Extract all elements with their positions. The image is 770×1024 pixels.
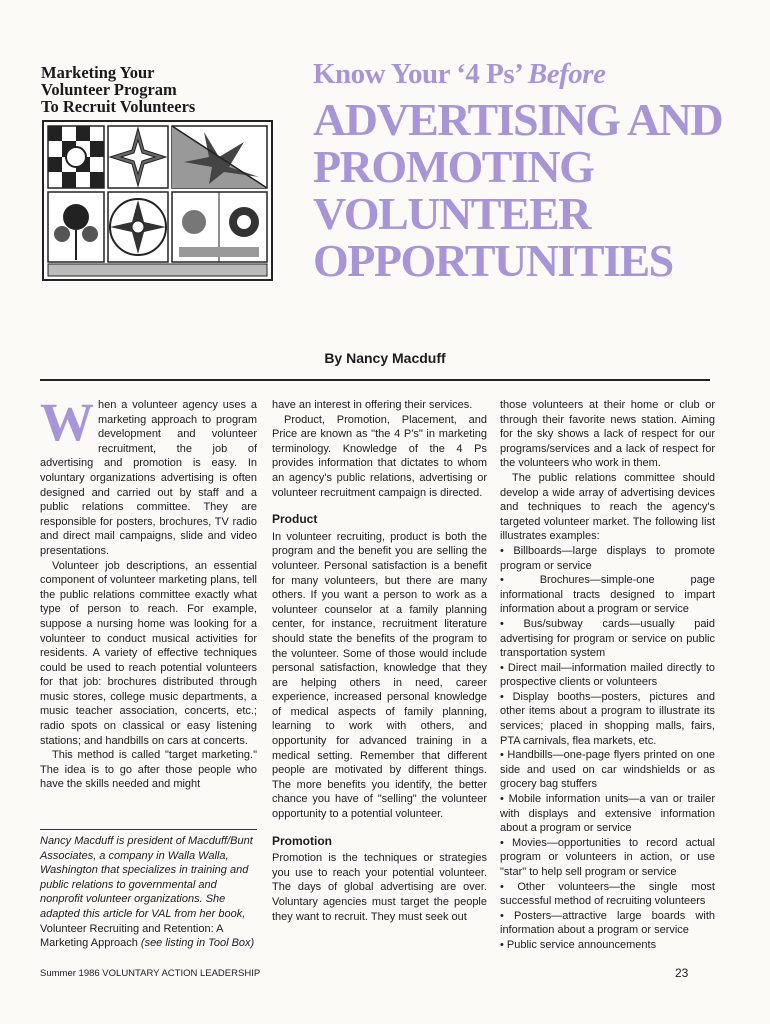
list-item: • Other volunteers—the single most successful method of recruiting volunteers — [500, 880, 715, 908]
byline: By Nancy Macduff — [324, 350, 446, 366]
bio-book-title: Volunteer Recruiting and Retention: A Marketing Approach — [40, 922, 223, 950]
drop-cap: W — [40, 392, 94, 452]
section-heading-promotion: Promotion — [272, 833, 332, 848]
compass-block — [108, 192, 168, 262]
paragraph: Product, Promotion, Placement, and Price are known as "the 4 P's" in marketing terminology. Knowledge of the 4 Ps provides information that dictates to whom an agency's public relations, advertising or volunteer recruitment campaign is directed. — [272, 413, 487, 499]
quilt-pattern-icon — [44, 122, 271, 279]
list-item: • Public service announcements — [500, 938, 657, 951]
paragraph: The public relations committee should develop a wide array of advertising devices and techniques to reach the agency's targeted volunteer market. The following list illustrates examples: — [500, 471, 715, 543]
list-item: • Billboards—large displays to promote program or service — [500, 544, 715, 572]
list-item: • Mobile information units—a van or trailer with displays and extensive information about a program or service — [500, 793, 715, 835]
bio-tail: (see listing in Tool Box) — [137, 937, 255, 950]
column-1 — [40, 392, 257, 792]
paragraph: In volunteer recruiting, product is both the program and the benefit you are selling the volunteer. Personal satisfaction is a benefit for many volunteers, but there are many others. If you want a person to work as a volunteer counselor at a family planning center, for instance, recruitment literature should state the benefits of the program to the volunteer. Some of those would include personal satisfaction, knowledge that they are helping others in need, career experience, increased personal knowledge of medical aspects of family planning, learning to work with others, and opportunity for advanced training in a medical setting. Remember that different people are motivated by different things. The more benefits you identify, the better chance you have of "selling" the volunteer opportunity to a potential volunteer. — [272, 530, 487, 821]
headline — [313, 96, 722, 284]
list-item: • Display booths—posters, pictures and other items about a program to illustrate its services; placed in shopping malls, fairs, PTA carnivals, flea markets, etc. — [500, 690, 715, 747]
sidebar-title-line: Volunteer Program — [41, 80, 177, 99]
diagonal-block — [172, 126, 267, 188]
page-number: 23 — [675, 966, 689, 980]
headline-line: OPPORTUNITIES — [313, 235, 673, 286]
headline-line: VOLUNTEER — [313, 188, 590, 239]
list-item: • Bus/subway cards—usually paid advertising for program or service on public transportation system — [500, 617, 715, 660]
kicker-text: Know Your ‘4 Ps’ — [313, 58, 528, 90]
sidebar-title-line: To Recruit Volunteers — [41, 97, 196, 116]
list-item: • Brochures—simple-one page informational tracts designed to impart information about a program or service — [500, 574, 715, 616]
column-3 — [500, 398, 715, 953]
divider — [40, 379, 710, 381]
column-2 — [272, 398, 487, 924]
bio-text: Nancy Macduff is president of Macduff/Bunt Associates, a company in Walla Walla, Washington that specializes in training and public relations to governmental and nonprofit volunteer organizations. She adapted this article for VAL from her book, — [40, 835, 253, 920]
star-block — [108, 126, 168, 188]
floral-block — [172, 192, 267, 262]
checker-block — [48, 126, 104, 188]
list-item: • Direct mail—information mailed directly to prospective clients or volunteers — [500, 661, 715, 689]
quilt-illustration — [42, 120, 273, 281]
paragraph: Volunteer job descriptions, an essential component of volunteer marketing plans, tell the public relations committee exactly what type of person to reach. For example, suppose a nursing home was looking for a volunteer to conduct musical activities for residents. A variety of effective techniques could be used to reach potential volunteers for that job: brochures distributed through music stores, college music departments, a music teacher association, concerts, etc.; radio spots on classical or easy listening stations; and handbills on cars at concerts. — [40, 559, 257, 747]
list-item: • Movies—opportunities to record actual program or volunteers in action, or use "star" to help sell program or service — [500, 836, 715, 878]
paragraph: Promotion is the techniques or strategies you use to reach your potential volunteer. The days of global advertising are over. Voluntary agencies must target the people they want to recruit. They must seek out — [272, 852, 487, 923]
paragraph: hen a volunteer agency uses a marketing approach to program development and volunteer recruitment, the job of advertising and promotion is easy. In voluntary organizations advertising is often designed and carried out by staff and a public relations committee. They are responsible for posters, brochures, TV radio and direct mail campaigns, slide and video presentations. — [40, 399, 257, 557]
page-footer: Summer 1986 VOLUNTARY ACTION LEADERSHIP — [40, 968, 261, 979]
kicker-title — [313, 58, 605, 91]
flower-block — [48, 192, 104, 262]
headline-line: ADVERTISING AND — [313, 94, 723, 145]
headline-line: PROMOTING — [313, 141, 594, 192]
sidebar-title-line: Marketing Your — [41, 63, 155, 82]
paragraph: have an interest in offering their services. — [272, 399, 473, 411]
paragraph: those volunteers at their home or club or through their favorite news station. Aiming for the sky shows a lack of respect for our programs/services and a lack of respect for the volunteers who work in them. — [500, 399, 715, 470]
list-item: • Posters—attractive large boards with information about a program or service — [500, 909, 715, 937]
kicker-italic: Before — [527, 58, 606, 90]
sidebar-title — [41, 64, 241, 115]
list-item: • Handbills—one-page flyers printed on one side and used on car windshields or as grocery bag stuffers — [500, 749, 715, 791]
section-heading-product: Product — [272, 512, 318, 527]
author-bio — [40, 829, 257, 951]
paragraph: This method is called "target marketing." The idea is to go after those people who have the skills needed and might — [40, 749, 257, 791]
